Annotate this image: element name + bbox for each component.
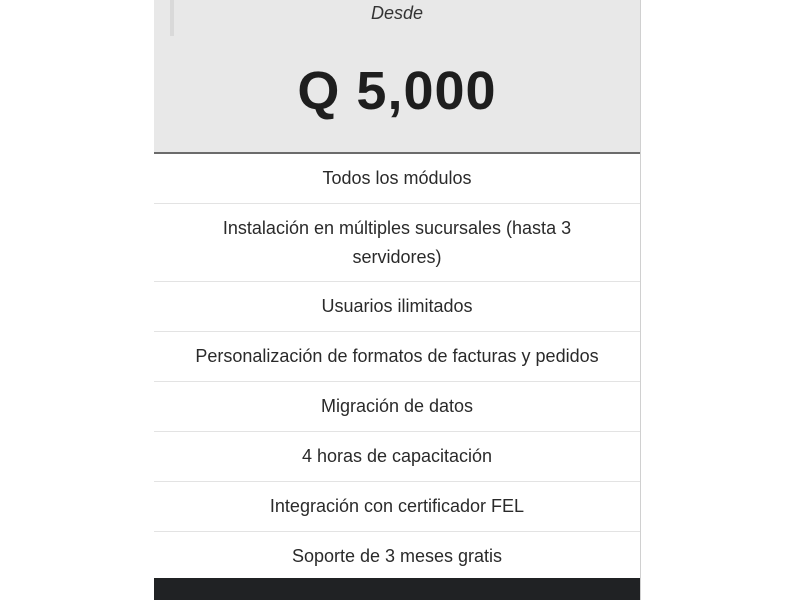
- feature-list: [154, 154, 640, 580]
- price-from-label: Desde: [370, 3, 424, 23]
- feature-item: Integración con certificador FEL: [154, 482, 640, 532]
- feature-item: Migración de datos: [154, 382, 640, 432]
- feature-item: Instalación en múltiples sucursales (hasta 3 servidores): [154, 204, 640, 282]
- feature-item: 4 horas de capacitación: [154, 432, 640, 482]
- price-amount: Q 5,000: [297, 61, 497, 121]
- feature-item: Todos los módulos: [154, 154, 640, 204]
- footer-bar[interactable]: [154, 578, 640, 600]
- feature-item: Soporte de 3 meses gratis: [291, 545, 503, 566]
- feature-item: Personalización de formatos de facturas y pedidos: [154, 332, 640, 382]
- pricing-card: [154, 0, 640, 600]
- feature-item: Usuarios ilimitados: [154, 282, 640, 332]
- price-header: [154, 0, 640, 154]
